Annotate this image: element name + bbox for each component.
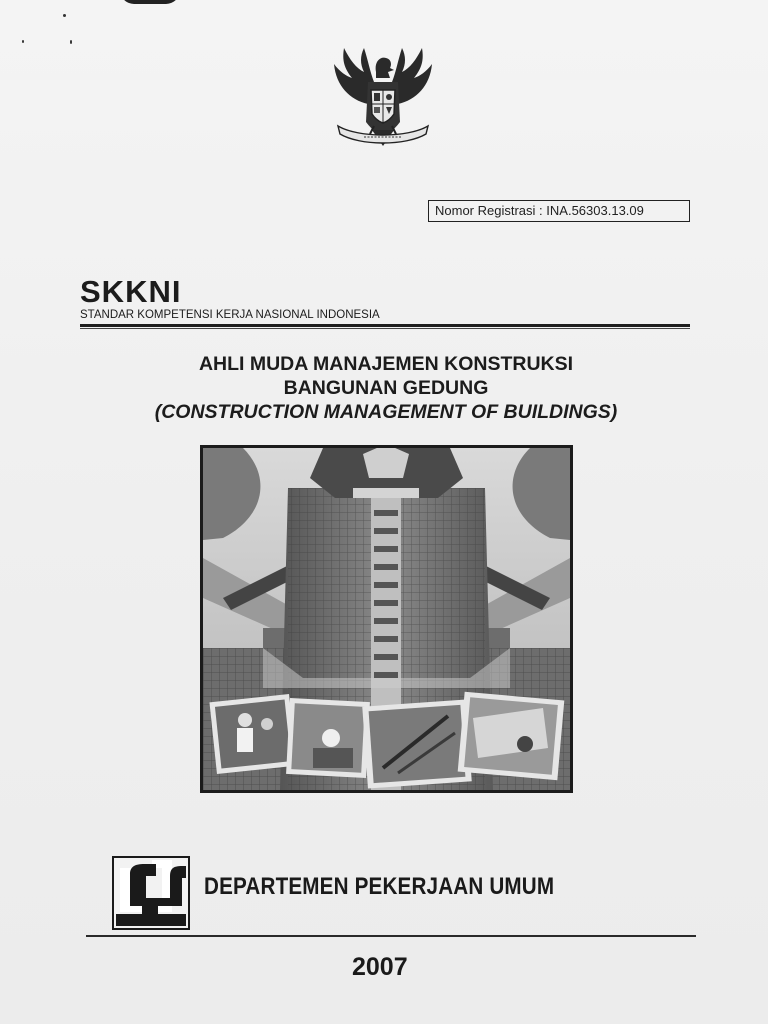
footer-divider [86,935,696,937]
pu-logo-icon [112,856,190,930]
header-divider-thin [80,328,690,329]
registration-label: Nomor Registrasi [435,203,536,218]
publisher-name: DEPARTEMEN PEKERJAAN UMUM [204,873,555,900]
title-line-1: AHLI MUDA MANAJEMEN KONSTRUKSI [198,353,574,375]
registration-separator: : [539,203,543,218]
title-line-2: BANGUNAN GEDUNG [283,377,489,399]
registration-box [428,200,690,222]
document-acronym: SKKNI [80,274,182,309]
scan-speck [63,14,66,17]
scan-speck [22,40,24,43]
cover-photo [200,445,573,793]
document-acronym-expansion: STANDAR KOMPETENSI KERJA NASIONAL INDONESIA [80,309,380,321]
publication-year: 2007 [352,953,408,981]
garuda-emblem-icon [328,42,438,154]
registration-number: INA.56303.13.09 [546,203,644,218]
scan-shadow [120,0,180,4]
title-english: (CONSTRUCTION MANAGEMENT OF BUILDINGS) [154,401,618,423]
document-title [80,352,692,424]
header-divider [80,324,690,327]
scan-speck [70,40,72,44]
